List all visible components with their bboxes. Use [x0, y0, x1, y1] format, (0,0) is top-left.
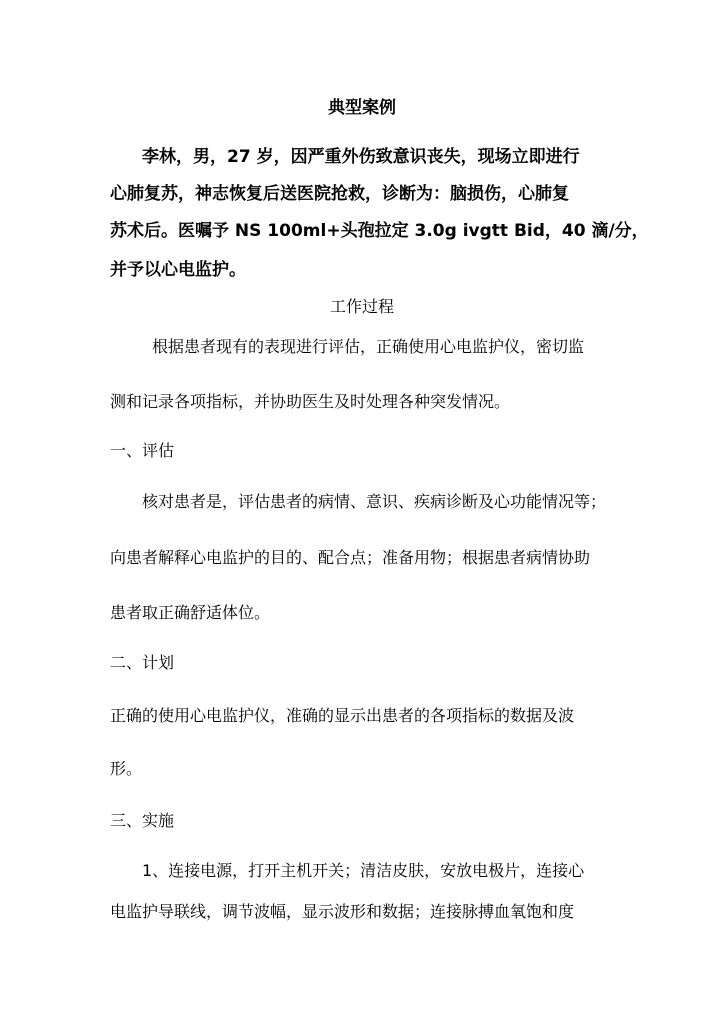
assess-line-3: 患者取正确舒适体位。 — [110, 603, 271, 622]
intro-line-2: 测和记录各项指标，并协助医生及时处理各种突发情况。 — [110, 392, 511, 411]
heading-implement: 三、实施 — [110, 811, 175, 830]
case-line-4: 并予以心电监护。 — [110, 260, 246, 280]
case-line-1: 李林，男，27 岁，因严重外伤致意识丧失，现场立即进行 — [142, 147, 580, 167]
plan-line-1: 正确的使用心电监护仪，准确的显示出患者的各项指标的数据及波 — [110, 706, 575, 725]
heading-plan: 二、计划 — [110, 653, 175, 672]
section-title: 工作过程 — [329, 297, 394, 316]
impl-line-2: 电监护导联线，调节波幅，显示波形和数据；连接脉搏血氧饱和度 — [110, 902, 575, 921]
case-line-2: 心肺复苏，神志恢复后送医院抢救，诊断为：脑损伤，心肺复 — [110, 184, 569, 204]
assess-line-2: 向患者解释心电监护的目的、配合点；准备用物；根据患者病情协助 — [110, 548, 591, 567]
case-line-3: 苏术后。医嘱予 NS 100ml+头孢拉定 3.0g ivgtt Bid，40 滴/分， — [110, 221, 649, 241]
plan-line-2: 形。 — [110, 759, 143, 778]
document-title: 典型案例 — [328, 98, 396, 118]
impl-line-1: 1、连接电源，打开主机开关；清洁皮肤，安放电极片，连接心 — [142, 861, 585, 880]
heading-assess: 一、评估 — [110, 441, 175, 460]
assess-line-1: 核对患者是，评估患者的病情、意识、疾病诊断及心功能情况等； — [142, 492, 607, 511]
intro-line-1: 根据患者现有的表现进行评估，正确使用心电监护仪，密切监 — [152, 337, 585, 356]
